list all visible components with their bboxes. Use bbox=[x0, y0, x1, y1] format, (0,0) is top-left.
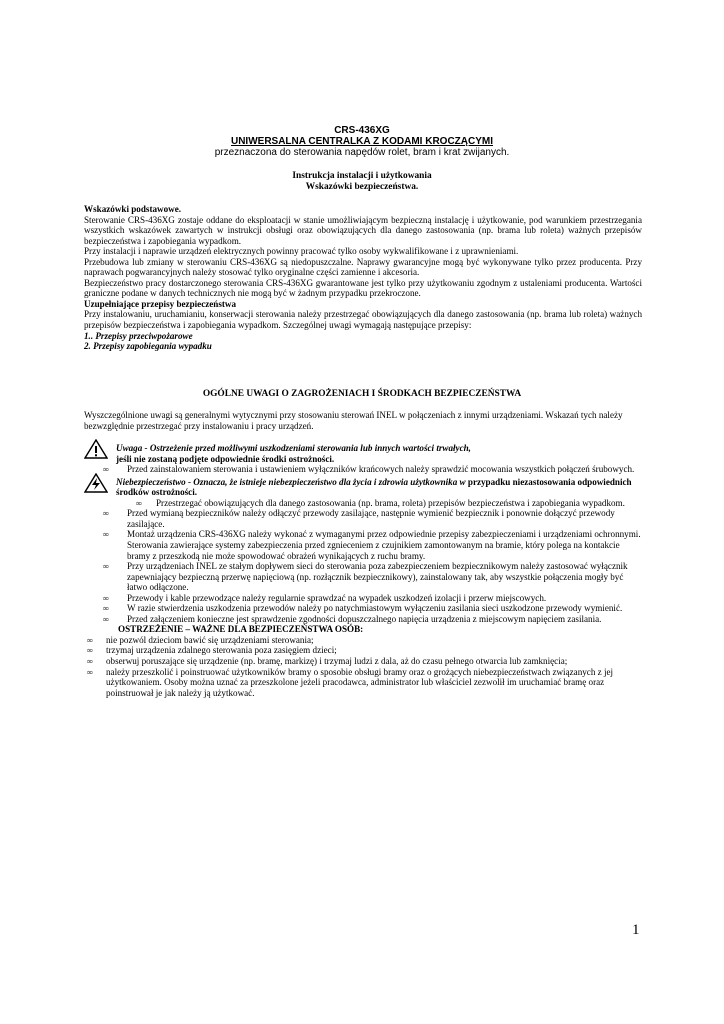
safety-item bbox=[84, 593, 642, 604]
bullet-icon: ∞ bbox=[87, 666, 94, 677]
safety-item bbox=[84, 498, 642, 509]
regulation-1: 1.. Przepisy przeciwpożarowe bbox=[84, 330, 193, 341]
paragraph-4: Bezpieczeństwo pracy dostarczonego sterowania CRS-436XG gwarantowane jest tylko przy użytkowaniu zgodnym z ustaleniami producenta. Wartości graniczne podane w danych technicznych nie mogą być w żadnym przypadku przekroczone. bbox=[84, 277, 642, 299]
safety-item-text: Montaż urządzenia CRS-436XG należy wykonać z wymaganymi przez odpowiednie przepisy zabezpieczeniami i urządzeniami ochronnymi. Sterowania zawierające systemy zabezpieczenia przed zgnieceniem z czujnikiem zamontowanym na bramie, który polega na kontakcie bramy z przeszkodą nie może spowodować obrażeń wynikających z ruchu bramy. bbox=[127, 529, 641, 561]
bullet-icon: ∞ bbox=[103, 592, 110, 603]
bullet-icon: ∞ bbox=[87, 645, 94, 656]
general-intro: Wyszczególnione uwagi są generalnymi wytycznymi przy stosowaniu sterowań INEL w połączeniach z innymi urządzeniami. Wskazań tych należy bezwzględnie przestrzegać przy instalowaniu i pracy urządzeń. bbox=[84, 410, 623, 431]
safety-item bbox=[84, 561, 642, 593]
safety-item-text: Przewody i kable przewodzące należy regularnie sprawdzać na wypadek uszkodzeń izolacji i przerw miejscowych. bbox=[127, 592, 547, 603]
safety-item-text: Przed załączeniem konieczne jest sprawdzenie zgodności dopuszczalnego napięcia urządzenia z miejscowym napięciem zasilania. bbox=[127, 613, 602, 624]
caution-item bbox=[84, 464, 642, 475]
instruction-heading bbox=[84, 171, 640, 193]
person-safety-item bbox=[84, 667, 642, 699]
bullet-icon: ∞ bbox=[103, 613, 110, 624]
person-safety-item bbox=[84, 656, 642, 667]
person-safety-item bbox=[84, 635, 642, 646]
bullet-icon: ∞ bbox=[103, 529, 110, 540]
basic-guidelines-heading: Wskazówki podstawowe. bbox=[84, 204, 182, 214]
safety-item bbox=[84, 529, 642, 561]
instruction-line-1: Instrukcja instalacji i użytkowania bbox=[292, 171, 432, 181]
safety-item bbox=[84, 508, 642, 529]
basic-guidelines-section bbox=[84, 204, 642, 352]
caution-notice bbox=[84, 443, 642, 464]
bullet-icon: ∞ bbox=[136, 497, 143, 508]
bullet-icon: ∞ bbox=[87, 656, 94, 667]
person-safety-text: nie pozwól dzieciom bawić się urządzeniami sterowania; bbox=[106, 634, 314, 645]
document-title: UNIWERSALNA CENTRALKA Z KODAMI KROCZĄCYMI bbox=[230, 136, 494, 147]
bullet-icon: ∞ bbox=[87, 634, 94, 645]
safety-item-text: Przed wymianą bezpieczników należy odłączyć przewody zasilające, następnie wymienić bezpiecznik i ponownie dołączyć przewody zasilające. bbox=[127, 508, 615, 529]
document-subtitle: przeznaczona do sterowania napędów rolet, bram i krat zwijanych. bbox=[214, 147, 510, 158]
bullet-icon: ∞ bbox=[103, 508, 110, 519]
safety-item bbox=[84, 614, 642, 625]
supplementary-heading: Uzupełniające przepisy bezpieczeństwa bbox=[84, 298, 237, 309]
person-safety-text: należy przeszkolić i poinstruować użytkowników bramy o sposobie obsługi bramy oraz o grożących niebezpieczeństwach związanych z jej użytkowaniem. Osoby można uznać za przeszkolone jeżeli pracodawca, administrator lub właściciel zezwolił im uruchamiać bramę oraz poinstruował je jak należy ją użytkować. bbox=[106, 666, 614, 698]
paragraph-2: Przy instalacji i naprawie urządzeń elektrycznych powinny pracować tylko osoby wykwalifikowane i z uprawnieniami. bbox=[84, 246, 519, 257]
regulation-2: 2. Przepisy zapobiegania wypadku bbox=[84, 341, 212, 352]
general-section bbox=[84, 410, 642, 698]
person-safety-item bbox=[84, 645, 642, 656]
person-safety-text: obserwuj poruszające się urządzenie (np. bramę, markizę) i trzymaj ludzi z dala, aż do czasu pełnego otwarcia lub zamknięcia; bbox=[106, 656, 568, 667]
paragraph-5: Przy instalowaniu, uruchamianiu, konserwacji sterowania należy przestrzegać obowiązujących dla danego zastosowania (np. brama lub roleta) ważnych przepisów bezpieczeństwa i zapobiegania wypadkom. Szczególnej uwagi wymagają następujące przepisy: bbox=[84, 309, 642, 331]
high-voltage-icon bbox=[84, 473, 108, 493]
persons-warning-heading: OSTRZEŻENIE – WAŻNE DLA BEZPIECZEŃSTWA OSÓB: bbox=[118, 624, 364, 635]
paragraph-1: Sterowanie CRS-436XG zostaje oddane do eksploatacji w stanie umożliwiającym bezpieczną instalację i użytkowanie, pod warunkiem przestrzegania wszystkich wskazówek zawartych w instrukcji obsługi oraz obowiązujących dla danego zastosowania (np. brama lub roleta) ważnych przepisów bezpieczeństwa i zapobiegania wypadkom. bbox=[84, 214, 642, 246]
safety-item-text: Przy urządzeniach INEL ze stałym dopływem sieci do sterowania poza zabezpieczeniem bezpiecznikowym należy zastosować wyłącznik zapewniający bezpieczną przerwę napięciową (np. rozłącznik bezpiecznikowy), zainstalowany tak, aby wszystkie połączenia mogły być łatwo odłączone. bbox=[127, 561, 628, 593]
instruction-line-2: Wskazówki bezpieczeństwa. bbox=[305, 182, 419, 192]
person-safety-text: trzymaj urządzenia zdalnego sterowania poza zasięgiem dzieci; bbox=[106, 645, 337, 656]
caution-text-continued: jeśli nie zostaną podjęte odpowiednie środki ostrożności. bbox=[116, 453, 335, 464]
warning-triangle-icon bbox=[84, 439, 108, 459]
page-number: 1 bbox=[632, 922, 640, 938]
bullet-icon: ∞ bbox=[103, 464, 110, 475]
bullet-icon: ∞ bbox=[103, 603, 110, 614]
caution-item-text: Przed zainstalowaniem sterowania i ustawieniem wyłączników krańcowych należy sprawdzić mocowania wszystkich połączeń śrubowych. bbox=[127, 464, 635, 475]
safety-item-text: W razie stwierdzenia uszkodzenia przewodów należy po natychmiastowym wyłączeniu zasilania sieci uszkodzone przewody wymienić. bbox=[127, 603, 623, 614]
general-section-title: OGÓLNE UWAGI O ZAGROŻENIACH I ŚRODKACH BEZPIECZEŃSTWA bbox=[202, 389, 522, 399]
caution-text: Uwaga - Ostrzeżenie przed możliwymi uszkodzeniami sterowania lub innych wartości trwałych, bbox=[116, 443, 471, 454]
document-header bbox=[84, 125, 640, 158]
danger-notice bbox=[84, 477, 642, 498]
bullet-icon: ∞ bbox=[103, 561, 110, 572]
danger-text-continued: przypadku niezastosowania odpowiednich środków ostrożności. bbox=[116, 476, 632, 498]
paragraph-3: Przebudowa lub zmiany w sterowaniu CRS-436XG są niedopuszczalne. Naprawy gwarancyjne mogą być wykonywane tylko przez producenta. Przy naprawach pogwarancyjnych należy stosować tylko oryginalne części zamienne i akcesoria. bbox=[84, 256, 642, 278]
safety-item-text: Przestrzegać obowiązujących dla danego zastosowania (np. brama, roleta) przepisów bezpieczeństwa i zapobiegania wypadkom. bbox=[156, 497, 625, 508]
model-name: CRS-436XG bbox=[334, 125, 390, 136]
danger-text: Niebezpieczeństwo - Oznacza, że istnieje niebezpieczeństwo dla życia i zdrowia użytkownika w bbox=[116, 476, 466, 487]
safety-item bbox=[84, 603, 642, 614]
